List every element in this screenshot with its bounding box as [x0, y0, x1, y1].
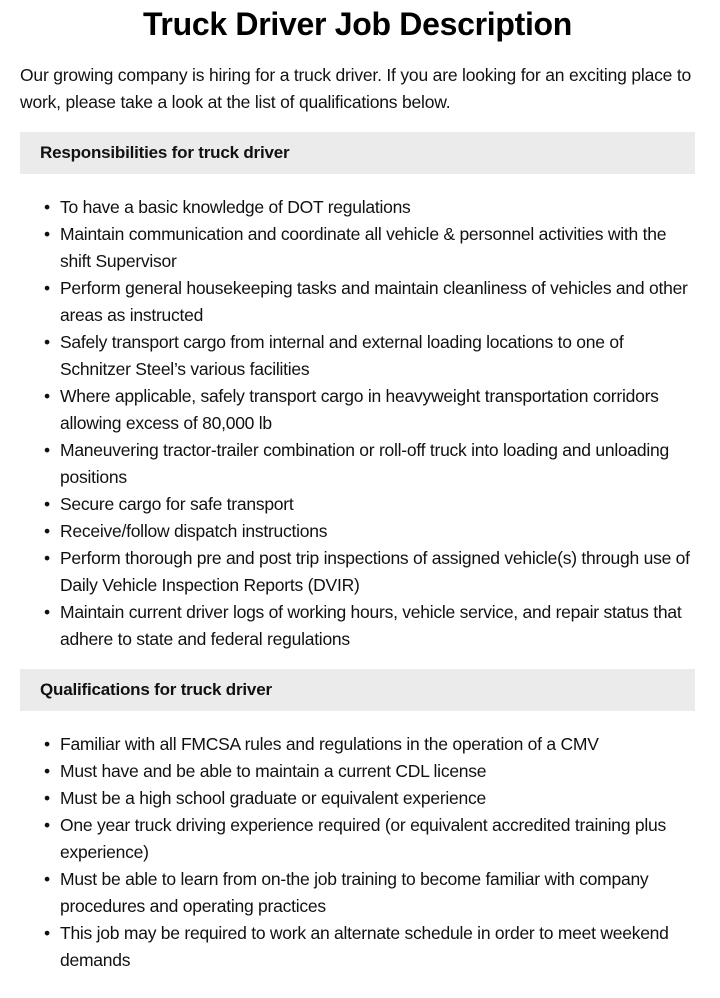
bullet-icon: •: [44, 494, 50, 514]
bullet-icon: •: [44, 386, 50, 406]
bullet-icon: •: [44, 815, 50, 835]
list-item: • Maintain current driver logs of working hours, vehicle service, and repair status that adhere to state and federal regulations: [60, 599, 695, 653]
intro-paragraph: Our growing company is hiring for a truck driver. If you are looking for an exciting place to work, please take a look at the list of qualifications below.: [20, 65, 692, 112]
bullet-icon: •: [44, 278, 50, 298]
bullet-icon: •: [44, 548, 50, 568]
qualifications-header: Qualifications for truck driver: [20, 669, 695, 711]
list-item: • Must be able to learn from on-the job training to become familiar with company procedures and operating practices: [60, 866, 695, 920]
list-item: • Perform general housekeeping tasks and maintain cleanliness of vehicles and other areas as instructed: [60, 275, 695, 329]
list-item: • Safely transport cargo from internal and external loading locations to one of Schnitzer Steel’s various facilities: [60, 329, 695, 383]
responsibilities-header: Responsibilities for truck driver: [20, 132, 695, 174]
list-item: • Must have and be able to maintain a current CDL license: [60, 758, 695, 785]
qualifications-list: [20, 731, 695, 974]
bullet-icon: •: [44, 602, 50, 622]
list-item: • One year truck driving experience required (or equivalent accredited training plus experience): [60, 812, 695, 866]
list-item: • Where applicable, safely transport cargo in heavyweight transportation corridors allowing excess of 80,000 lb: [60, 383, 695, 437]
bullet-icon: •: [44, 788, 50, 808]
page-title: Truck Driver Job Description: [142, 6, 573, 42]
responsibilities-list: [20, 194, 695, 653]
bullet-icon: •: [44, 521, 50, 541]
list-item: • This job may be required to work an alternate schedule in order to meet weekend demands: [60, 920, 695, 974]
list-item: • Familiar with all FMCSA rules and regulations in the operation of a CMV: [60, 731, 695, 758]
bullet-icon: •: [44, 761, 50, 781]
bullet-icon: •: [44, 224, 50, 244]
bullet-icon: •: [44, 440, 50, 460]
bullet-icon: •: [44, 332, 50, 352]
list-item: • Must be a high school graduate or equivalent experience: [60, 785, 695, 812]
bullet-icon: •: [44, 869, 50, 889]
bullet-icon: •: [44, 197, 50, 217]
list-item: • Maintain communication and coordinate all vehicle & personnel activities with the shift Supervisor: [60, 221, 695, 275]
list-item: • Receive/follow dispatch instructions: [60, 518, 695, 545]
bullet-icon: •: [44, 923, 50, 943]
list-item: • To have a basic knowledge of DOT regulations: [60, 194, 695, 221]
list-item: • Maneuvering tractor-trailer combination or roll-off truck into loading and unloading positions: [60, 437, 695, 491]
bullet-icon: •: [44, 734, 50, 754]
list-item: • Secure cargo for safe transport: [60, 491, 695, 518]
list-item: • Perform thorough pre and post trip inspections of assigned vehicle(s) through use of Daily Vehicle Inspection Reports (DVIR): [60, 545, 695, 599]
